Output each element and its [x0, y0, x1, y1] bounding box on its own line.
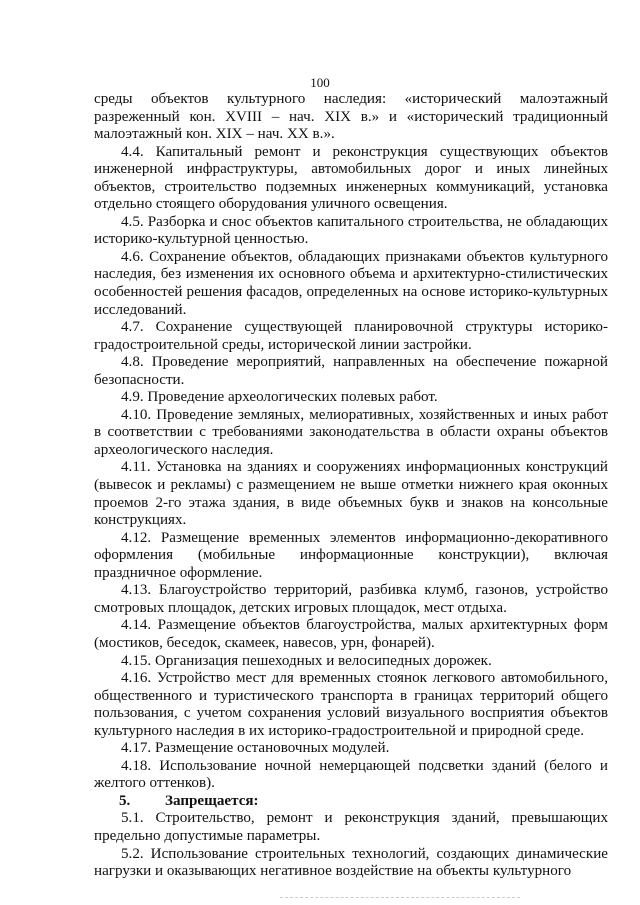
- section-5-number: 5.: [119, 792, 131, 809]
- paragraph-4-18: 4.18. Использование ночной немерцающей подсветки зданий (белого и желтого оттенков).: [94, 757, 608, 792]
- paragraph-4-4: 4.4. Капитальный ремонт и реконструкция существующих объектов инженерной инфраструктуры, автомобильных дорог и иных линейных объектов, строительство подземных инженерных коммуникаций, установка отдельно стоящего оборудования уличного освещения.: [94, 143, 608, 213]
- paragraph-4-6: 4.6. Сохранение объектов, обладающих признаками объектов культурного наследия, без изменения их основного объема и архитектурно-стилистических особенностей решения фасадов, определенных на основе историко-культурных исследований.: [94, 248, 608, 318]
- paragraph-4-16: 4.16. Устройство мест для временных стоянок легкового автомобильного, общественного и туристического транспорта в границах территорий общего пользования, с учетом сохранения условий визуального восприятия объектов культурного наследия в их историко-градостроительной и природной среде.: [94, 670, 608, 739]
- paragraph-4-14: 4.14. Размещение объектов благоустройства, малых архитектурных форм (мостиков, беседок, скамеек, навесов, урн, фонарей).: [94, 617, 608, 651]
- paragraph-4-9: 4.9. Проведение археологических полевых работ.: [121, 389, 438, 406]
- paragraph-4-7: 4.7. Сохранение существующей планировочной структуры историко-градостроительной среды, исторической линии застройки.: [94, 319, 608, 353]
- paragraph-4-13: 4.13. Благоустройство территорий, разбивка клумб, газонов, устройство смотровых площадок, детских игровых площадок, мест отдыха.: [94, 582, 608, 616]
- section-5-title: Запрещается:: [165, 792, 259, 809]
- paragraph-continuation: среды объектов культурного наследия: «исторический малоэтажный разреженный кон. XVIII – нач. XIX в.» и «исторический традиционный малоэтажный кон. XIX – нач. XX в.».: [94, 91, 608, 143]
- paragraph-4-12: 4.12. Размещение временных элементов информационно-декоративного оформления (мобильные информационные конструкции), включая праздничное оформление.: [94, 529, 608, 581]
- paragraph-5-2: 5.2. Использование строительных технологий, создающих динамические нагрузки и оказывающих негативное воздействие на объекты культурного: [94, 845, 608, 880]
- paragraph-4-8: 4.8. Проведение мероприятий, направленных на обеспечение пожарной безопасности.: [94, 354, 608, 388]
- paragraph-4-10: 4.10. Проведение земляных, мелиоративных, хозяйственных и иных работ в соответствии с требованиями законодательства в области охраны объектов археологического наследия.: [94, 406, 608, 458]
- scan-edge-artifact: [280, 897, 520, 900]
- page-number: 100: [310, 75, 330, 90]
- paragraph-4-17: 4.17. Размещение остановочных модулей.: [121, 740, 390, 757]
- paragraph-4-15: 4.15. Организация пешеходных и велосипедных дорожек.: [121, 652, 492, 669]
- paragraph-4-11: 4.11. Установка на зданиях и сооружениях информационных конструкций (вывесок и рекламы) с размещением не выше отметки нижнего края оконных проемов 2-го этажа здания, в виде объемных букв и знаков на консольные конструкциях.: [94, 459, 608, 529]
- section-5-heading: [94, 793, 608, 811]
- paragraph-5-1: 5.1. Строительство, ремонт и реконструкция зданий, превышающих предельно допустимые параметры.: [94, 810, 608, 844]
- document-body: [94, 91, 608, 881]
- paragraph-4-5: 4.5. Разборка и снос объектов капитального строительства, не обладающих историко-культурной ценностью.: [94, 213, 608, 248]
